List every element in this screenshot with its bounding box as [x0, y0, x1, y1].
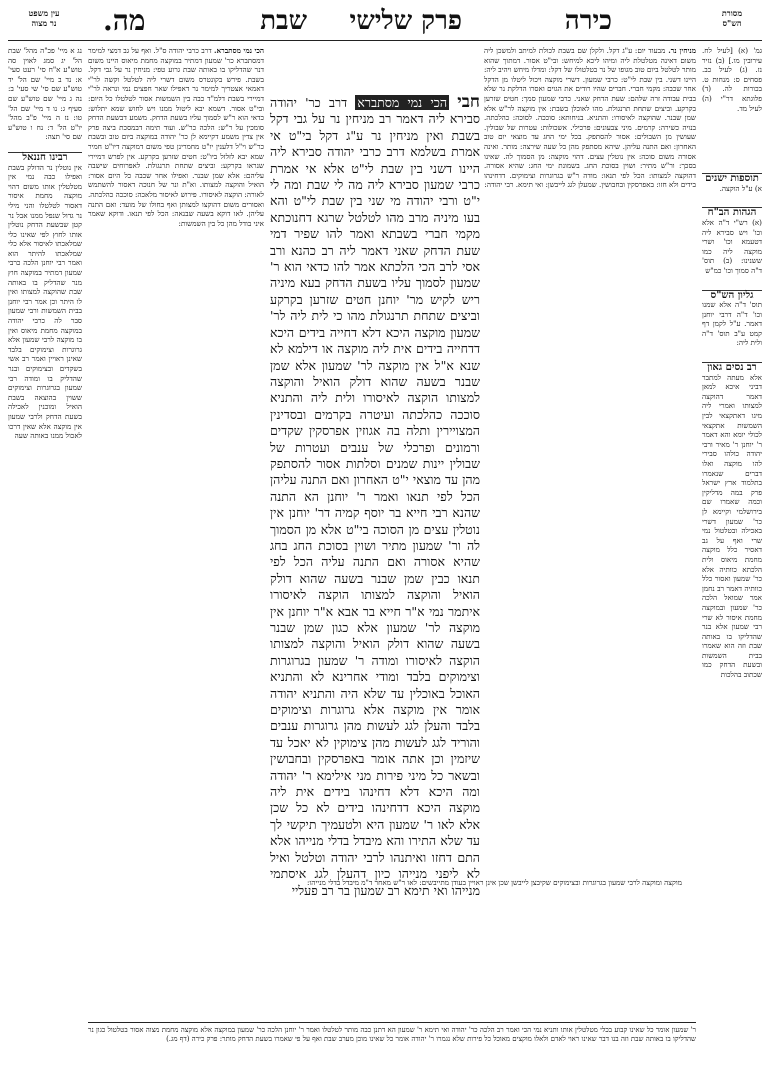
hagahot-label: הגהות הב"ח [702, 207, 762, 218]
tosafot-text: דרב כרבי יהודה ס"ל. ואף על גב דמצי למימר דמסתברא כר' שמעון דמתיר במוקצה מחמת מיאוס היינו משום דנר שהדליקו בו באותה שבת גרוע טפי: מניחין נר על גבי דקל. בשבת. פירש בקונטרס משום דשרי ליה לטלטל וקשה לר"י דאמאי אצטריך למימר נר דאפילו שאר חפצים נמי ונראה לר"י דמיירי בשבת דלמ"ד כבה בין השמשות אסור לטלטלו כל היום: ובי"ט אסור. דשמא יבא ליטול ממנו ויש לחוש שמא יתלוש: כדאי הוא ר"ש לסמוך עליו בשעת הדחק. משמע דבשעת הדחק סומכין על ר"ש: הלכה כר"ש. ועוד תימה דבמסכת ביצה פרק אין צדין משמע דקיימא לן כר' יהודה במוקצה ביום טוב ובשבת כר"ש וי"ל דלענין יו"ט מחמרינן טפי משום דמוקצה דיו"ט חמיר שמא יבא לזלזל ביו"ט: חטים שזרען בקרקע. אין לפרש דמיירי שנראו בקרקע: וביצים שתחת תרנגולת. לאפרוחים שישבה עליהם: אלא שמן שבנר. ואפילו אחר שכבה כל היום אסור: הואיל והוקצה למצותו. וא"ת ונר של חנוכה דאסור להשתמש לאורה: הוקצה לאיסורו. פירוש לאיסור מלאכה: סוככה כהלכתה. ואסורים משום דהוקצו למצותן ואף בחולו של מועד: ואם התנה עליהן. לאו דוקא בשעה שבנאה: הכל לפי תנאו. ודוקא שאמר איני בודל מהן כל בין השמשות: [88, 46, 264, 228]
talmud-page [8, 4, 762, 1060]
page-number: מה. [103, 4, 146, 37]
gilyon-text: תוס' ד"ה אלא שמנו וכו' ד"ה דרבי יוחנן דאמר. ע"ל לקמן דף קמט ע"ב תוס' ד"ה ולית ליה: [702, 300, 762, 348]
rabbeinu-nissim-text: אלא מעתה למתבר דביני איכא למאן דאמר דהוקצה למצותו ואמרי ליה מיגו דאתקצאי לבין השמשות אתקצאי לכולי יומא והא דאמר ר' יוחנן ר' מאיר ורבי יהודה כולהו סבירי להו מוקצה ואלו דברים שנאמרו בתלמוד ארץ ישראל פרק במה מדליקין וכמה שאמרו שם בירושלמי וקיימא לן כר' שמעון דשרי באכילה ובטלטול נמי שרי ואף על גב דאסיר כלל מוקצה מחמת מיאוס ולית הלכתא כוותיה אלא כר' שמעון ואסור כלל כוותיה דאמר רב נחמן אמר שמואל הלכה כר' שמעון ובמוקצה מחמת איסור לא שרי רבי שמעון אלא בנר שהדליקו בו באותה שבת וזה הוא שאמרו בבית השמשות ובשעת הדחק כמו שכתוב בהלכות [702, 372, 762, 680]
bottom-strip [88, 1026, 696, 1060]
rabbeinu-chananel-text: אין נוטלין נר הדולק בשבת ואפילו כבה נמי אין מטלטלין אותו משום דהוי מוקצה מחמת איסור דאסור לטלטלו והני מילי נר גדול שנפל ממנו אבל נר קטן שבשעת הדחק נוטלין אותו לחוץ לפי שאינו כלי שמלאכתו לאיסור אלא כלי שמלאכתו להיתר הוא ואמר רבי יוחנן הלכה כרבי שמעון דמתיר במוקצה חוץ מנר שהדליק בו באותה שבת שהוקצה למצותו ואין לו היתר וכן אמר רבי יוחנן בבית השמשות ורבי שמעון סבר לה כרבי יהודה במוקצה מחמת מיאוס ואין בו מוקצה לרבי שמעון אלא גרוגרות וצימוקים בלבד שאינן ראויין ואמר רב אשי בשקדים ובצימוקים ובנר שהדליק בו ומודה רבי שמעון בגרוגרות וצימוקים ששוין בהוצאה בשבת הואיל ומוכנין לאכילה בשעת הדחק ולרבי שמעון אין מוקצה אלא שאין דרכו לאכול ממנו באותה שעה [8, 162, 82, 441]
rashi-text: מבעוד יום: ע"ג דקל. ולקלן שם בשבת לכולת למיתב ולמשכן ליה משום דאינה מטלטלת ליה ומיהו ליכא למיחש: ובי"ט אסור. דמתוך שהוא מותר לטלטל ביום טוב מגופו של נר בטלטולו של דקל: ומדלו מיחש ויהיב ליה: היינו דשני. בין שבת לי"ט: כרבי שמעון. דשרי מוקצה ויכול ליטלו מן הדקל אחר שכבה: מקמי חברי. חברים שהיו רודים את הגוים ואסרו הדלקת נר שלא בבית עבודה זרה שלהם: שעת הדחק שאני. כרבי שמעון סמך: חטים שזרען בקרקע. וביצים שתחת תרנגולת. מהו לאוכלן בשבת: אין מוקצה לר"ש אלא שמן שבנר. שהוקצה לאיסורו: והתניא. בניחותא: סוככה. לסוכה: כהלכתה. בנויה כשירה: קרמים. מיני צבעונים: פרכילי. אשכולות: עטרות של שבולין. שעושין מן השבולים: אסור להסתפק. בכל ימי החג עד מוצאי יום טוב האחרון: ואם התנה עליהן. שיהא מסתפק מהן כל שעה שירצה: מותר. ואינה אסורה משום סוכה: אין נוטלין עצים. דהוי מוקצה: מן הסמוך לה. שאינו בסכך: ור"ש מתיר: ושוין בסוכת החג. בשמונת ימי החג: שהיא אסורה. דהוקצה למצותו: הכל לפי תנאו: מודה ר"ש בגרוגרות וצימוקים. דדחינהו בידים ולא חזו: באפרסקין ובחבושין. שמעלן לגג לייבשן: ואי תימא. רבי יהודה: [484, 46, 696, 190]
rashi-bottom [270, 878, 682, 978]
gemara-body: דרב כר' יהודה סבירא ליה דאמר רב מניחין נר על גבי דקל בשבת ואין מניחין נר ע"ג דקל בי"ט אי אמרת בשלמא דרב כרבי יהודה סבירא ליה היינו דשני בין שבת לי"ט אלא אי אמרת כרבי שמעון סבירא ליה מה לי שבת ומה לי י"ט ורבי יהודה מי שני בין שבת לי"ט והא בעו מיניה מרב מהו לטלטל שרגא דחנוכתא מקמי חברי בשבתא ואמר להו שפיר דמי שעת הדחק שאני דאמר ליה רב כהנא ורב אסי לרב הכי הלכתא אמר להו כדאי הוא ר' שמעון לסמוך עליו בשעת הדחק בעא מיניה ריש לקיש מר' יוחנן חטים שזרען בקרקע וביצים שתחת תרנגולת מהו כי לית ליה לר' שמעון מוקצה היכא דלא דחייה בידים היכא דדחייה בידים אית ליה מוקצה או דילמא לא שנא א"ל אין מוקצה לר' שמעון אלא שמן שבנר בשעה שהוא דולק הואיל והוקצה למצותו הוקצה לאיסורו ולית ליה והתניא סוככה כהלכתה ועיטרה בקרמים ובסדינין המצויירין ותלה בה אגוזין אפרסקין שקדים ורמונים ופרכלי של ענבים ועטרות של שבולין יינות שמנים וסלתות אסור להסתפק מהן עד מוצאי י"ט האחרון ואם התנה עליהן הכל לפי תנאו ואמר ר' יוחנן הא התנה שהנא רבי חייא בר יוסף קמיה דר' יוחנן אין נוטלין עצים מן הסוכה בי"ט אלא מן הסמוך לה ור' שמעון מתיר ושוין בסוכת החג בחג שהיא אסורה ואם התנה עליה הכל לפי תנאו כבין שמן שבנר בשעה שהוא דולק הואיל והוקצה למצותו הוקצה לאיסורו איתמר נמי א"ר חייא בר אבא א"ר יוחנן אין מוקצה לר' שמעון אלא כגון שמן שבנר בשעה שהוא דולק הואיל והוקצה למצותו הוקצה לאיסורו ומודה ר' שמעון בגרוגרות וצימוקים בלבד ומודי אחרינא לא והתניא האוכל באוכלין עד שלא היה והתניא יהודה אומר אין מוקצה אלא גרוגרות וצימוקים בלבד והעלן לגג לעשות מהן גרוגרות ענבים והוריד לגג לעשות מהן צימוקין לא יאכל עד שיזמין וכן אתה אומר באפרסקין ובחבושין ובשאר כל מיני פירות מני אילימא ר' יהודה ומה היכא דלא דחינהו בידים אית ליה מוקצה היכא דדחינהו בידים לא כל שכן אלא לאו ר' שמעון היא ולטעמיך תיקשי לך עד שלא התירו והא מיבדל בדלי מנייהו אלא התם דחזו ואיתנהו לרבי יהודה וטלטל ואיל לא ליפני מנייהו כיון דהעלן לגג איסתמי מנייהו ואי תימא רב שמעון בר רב פעליי [270, 95, 480, 898]
rashi-bottom-text: מוקצה ומוקצה לרבי שמעון בגרוגרות ובצימוקים שקיבצן לייבשן שכן אינן ראויין בעודן מתייבשים: לאו ר"ש מאחר ד"מ מיבדל בדלי מנייהו: [307, 878, 682, 887]
gemara-text [270, 92, 480, 898]
gilyon-label: גליון הש"ס [702, 290, 762, 301]
chapter-label: פרק שלישי [349, 6, 462, 36]
bottom-strip-text: ר' שמעון אומר כל שאינו קבוע בכלי מטלטלין אותו ותניא נמי הכי ואמר רב הלכה כר' יהודה ואי תימא ר' שמעון הא דתנן כבה מותר לטלטלו ואמר ר' יוחנן הלכה כר' שמעון במוקצה אלא מוקצה מחמת מצוה אסור בטלטול כגון נר שהדליקו בו באותה שבת וזה בנו דבר שאינו ראוי לאדם ולאלו מוקצים מאוכל כל פירות שלא נגמרו ר' יהודה אומר כל שאינו מוכן מערב שבת ואף על פי שאמרו בשעת הדחק מותר: פרק כירה (דף מג.) [88, 1026, 696, 1044]
tractate-name: שבת [260, 6, 307, 36]
left-margin [8, 46, 82, 1046]
ein-mishpat-text: נג א מיי' פכ"ה מהל' שבת הל' יג סמג לאוין סה טוש"ע א"ח סי' רעט סעי' א: נד ב מיי' שם הל' יד טוש"ע שם סי' שי סעי' ב: נה ג מיי' שם טוש"ע שם סעיף ג: נו ד מיי' שם הל' טו: נז ה מיי' פ"ב מהל' יו"ט הל' ד: נח ו טוש"ע שם סי' תצה: [8, 46, 82, 142]
chapter-name: כירה [564, 6, 612, 36]
hagahot-text: (א) רש"י ד"ה אלא וכו' ויש סבירא ליה דטעמא וכו' ושרי מוקצה ליה כמו ששנינו: (ב) תוס' ד"ה סמוך וכו' כמ"ש [702, 217, 762, 275]
rashi-opening: מניחין נר. [668, 46, 696, 55]
right-corner-label: מסורת הש"ס [721, 8, 743, 28]
tosafot-column [88, 46, 264, 906]
tosafot-rid-label: תוספות ישנים [702, 173, 762, 184]
left-corner-label: עין משפט נר מצוה [28, 8, 60, 28]
masoret-hashas-text: גמ' (א) [לעיל לח. עירובין מו.] (ב) נזיר נז. (ג) לעיל כב. פסחים ס: מנחות ט. בכורות לה. (ד) פלוגתא דר"י (ה) לעיל מד. [702, 46, 762, 113]
tosafot-opening: הכי נמי מסתברא. [214, 46, 264, 55]
rabbeinu-nissim-label: רב נסים גאון [702, 362, 762, 373]
tosafot-rid-text: א) ע"ל הוקצה. [719, 183, 762, 193]
header-rule [8, 40, 762, 41]
gemara-opening-word: חבי [457, 92, 480, 112]
rabbeinu-chananel-label: רבינו חננאל [8, 152, 82, 163]
rashi-column [484, 46, 696, 906]
bottom-rule [88, 1022, 696, 1023]
right-margin [702, 46, 762, 1046]
gemara-highlighted-phrase: הכי נמי מסתברא [357, 95, 448, 110]
